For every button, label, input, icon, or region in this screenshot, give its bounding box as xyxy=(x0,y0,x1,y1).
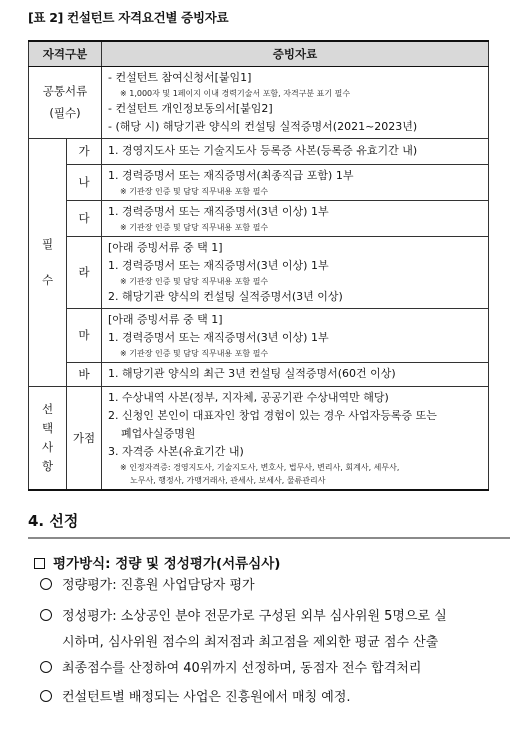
selection-section xyxy=(28,510,498,539)
qualification-evidence-table xyxy=(28,40,489,491)
bullet-matching: 컨설턴트별 배정되는 사업은 진흥원에서 매칭 예정. xyxy=(40,685,498,711)
required-ma-docs: [아래 증빙서류 중 택 1] 1. 경력증명서 또는 재직증명서(3년 이상) 1부 ※ 기관장 인증 및 담당 직무내용 포함 필수 xyxy=(102,308,489,362)
bullet-final-score: 최종점수를 산정하여 40위까지 선정하며, 동점자 전수 합격처리 xyxy=(40,656,498,682)
bullet-qualitative: 정성평가: 소상공인 분야 전문가로 구성된 외부 심사위원 5명으로 실 시하며, 심사위원 점수의 최저점과 최고점을 제외한 평균 점수 산출 xyxy=(40,604,498,656)
required-sub-ba: 바 xyxy=(67,362,102,386)
table-caption: [표 2] 컨설턴트 자격요건별 증빙자료 xyxy=(28,10,229,25)
optional-label: 선 택 사 항 xyxy=(29,386,67,490)
circle-bullet-icon xyxy=(40,661,52,673)
section-title: 4. 선정 xyxy=(28,510,510,539)
required-sub-da: 다 xyxy=(67,200,102,236)
required-label: 필 수 xyxy=(29,138,67,386)
required-sub-na: 나 xyxy=(67,164,102,200)
circle-bullet-icon xyxy=(40,578,52,590)
required-na-docs: 1. 경력증명서 또는 재직증명서(최종직급 포함) 1부 ※ 기관장 인증 및 담당 직무내용 포함 필수 xyxy=(102,164,489,200)
required-ra-docs: [아래 증빙서류 중 택 1] 1. 경력증명서 또는 재직증명서(3년 이상) 1부 ※ 기관장 인증 및 담당 직무내용 포함 필수 2. 해당기관 양식의 컨설팅 실적증명서(3년 이상) xyxy=(102,236,489,308)
circle-bullet-icon xyxy=(40,690,52,702)
common-docs-list: - 컨설턴트 참여신청서[붙임1] ※ 1,000자 및 1페이지 이내 경력기술서 포함, 자격구분 표기 필수 - 컨설턴트 개인정보동의서[붙임2] - (해당 시) 해당기관 양식의 컨설팅 실적증명서(2021~2023년) xyxy=(102,66,489,138)
required-ba-docs: 1. 해당기관 양식의 최근 3년 컨설팅 실적증명서(60건 이상) xyxy=(102,362,489,386)
header-evidence: 증빙자료 xyxy=(102,41,489,66)
required-sub-ma: 마 xyxy=(67,308,102,362)
bullet-quantitative: 정량평가: 진흥원 사업담당자 평가 xyxy=(40,573,498,599)
common-docs-label: 공통서류 (필수) xyxy=(29,66,102,138)
optional-sub-bonus: 가점 xyxy=(67,386,102,490)
square-bullet-icon xyxy=(34,558,45,569)
header-category: 자격구분 xyxy=(29,41,102,66)
circle-bullet-icon xyxy=(40,609,52,621)
required-sub-ra: 라 xyxy=(67,236,102,308)
required-ga-docs: 1. 경영지도사 또는 기술지도사 등록증 사본(등록증 유효기간 내) xyxy=(102,138,489,164)
optional-docs: 1. 수상내역 사본(정부, 지자체, 공공기관 수상내역만 해당) 2. 신청인 본인이 대표자인 창업 경험이 있는 경우 사업자등록증 또는 폐업사실증명원 3. 자격증 사본(유효기간 내) ※ 인정자격증: 경영지도사, 기술지도사, 변호사, 법무사, 변리사, 회계사, 세무사, 노무사, 행정사, 가맹거래사, 관세사, 보세사, 물류관리사 xyxy=(102,386,489,490)
evaluation-method-heading: 평가방식: 정량 및 정성평가(서류심사) xyxy=(34,552,280,572)
required-sub-ga: 가 xyxy=(67,138,102,164)
required-da-docs: 1. 경력증명서 또는 재직증명서(3년 이상) 1부 ※ 기관장 인증 및 담당 직무내용 포함 필수 xyxy=(102,200,489,236)
